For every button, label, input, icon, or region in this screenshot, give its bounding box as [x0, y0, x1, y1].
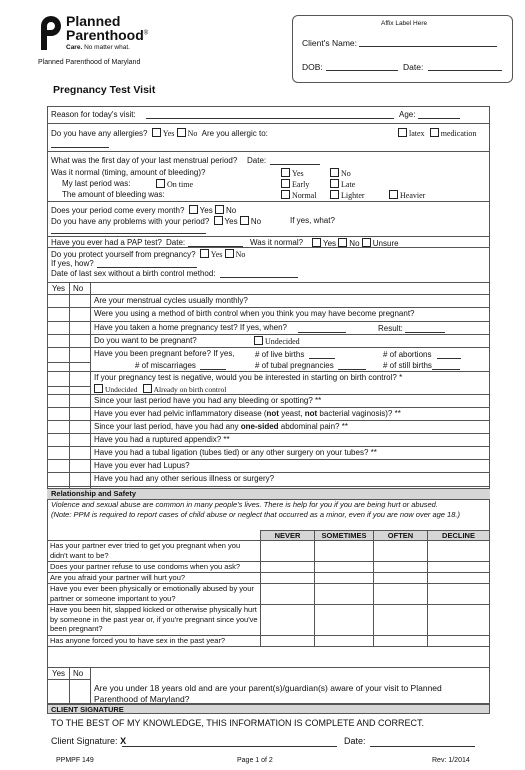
divider [47, 247, 490, 248]
minor-no-divider [90, 667, 91, 703]
signature-x: X [120, 736, 127, 746]
yesno-no-cell[interactable] [70, 447, 90, 458]
yesno-header-yes: Yes [52, 284, 66, 293]
emphasis: not [304, 409, 318, 418]
yesno-yes-cell[interactable] [48, 335, 69, 346]
page-title: Pregnancy Test Visit [53, 84, 156, 96]
answer-cell-never[interactable] [261, 573, 315, 584]
answer-cell-never[interactable] [261, 636, 315, 647]
divider [47, 282, 490, 283]
normal-no [330, 168, 351, 178]
minor-question-line2: Parenthood of Maryland? [94, 694, 190, 704]
logo-registered: ® [143, 30, 149, 37]
live-births-label: # of live births [255, 350, 305, 359]
yesno-row [47, 433, 490, 434]
column-header-never: NEVER [261, 531, 315, 541]
yesno-question: Have you been pregnant before? If yes, [94, 349, 235, 358]
yesno-yes-cell[interactable] [48, 395, 69, 406]
protect-how-field[interactable] [97, 267, 197, 268]
allergies-label: Do you have any allergies? [51, 129, 148, 138]
allergies-question [51, 128, 268, 138]
miscarriages-label: # of miscarriages [135, 361, 196, 370]
every-month-label: Does your period come every month? [51, 206, 185, 215]
relationship-header-row [48, 531, 490, 541]
amount-heavier [389, 190, 425, 200]
pap-no-checkbox[interactable] [338, 238, 347, 247]
divider [47, 201, 490, 202]
lmp-date-field[interactable] [270, 164, 320, 165]
answer-cell-decline[interactable] [428, 541, 490, 562]
relationship-row [48, 562, 490, 573]
yesno-no-cell[interactable] [70, 322, 90, 333]
want-pregnant-undecided-label: Undecided [265, 337, 300, 346]
amount-normal-label: Normal [292, 191, 317, 200]
dob-label: DOB: [302, 62, 323, 72]
miscarriages-field[interactable] [200, 369, 226, 370]
minor-question-line1: Are you under 18 years old and are your parent(s)/guardian(s) aware of your visit to Planned [94, 683, 442, 693]
yesno-row [47, 446, 490, 447]
header-date-field[interactable] [428, 70, 502, 71]
want-pregnant-undecided-checkbox[interactable] [254, 336, 263, 345]
amount-lighter [330, 190, 365, 200]
age-field[interactable] [418, 118, 460, 119]
pap-question: Have you ever had a PAP test? [51, 238, 162, 247]
early [281, 179, 309, 189]
divider [47, 123, 490, 124]
amount-normal-checkbox[interactable] [281, 190, 290, 199]
allergies-yes-label: Yes [162, 129, 175, 138]
early-label: Early [292, 180, 310, 189]
answer-cell-decline[interactable] [428, 573, 490, 584]
yesno-yes-cell[interactable] [48, 372, 69, 383]
affix-label-box [292, 15, 513, 83]
late-checkbox[interactable] [330, 179, 339, 188]
bc-options [94, 384, 226, 394]
protect-how-label: If yes, how? [51, 259, 94, 268]
minor-no-header: No [73, 669, 84, 678]
yesno-yes-cell[interactable] [48, 447, 69, 458]
want-pregnant-undecided [254, 336, 300, 346]
normal-yes-checkbox[interactable] [281, 168, 290, 177]
still-births-label: # of still births [383, 361, 432, 370]
yesno-yes-cell[interactable] [48, 408, 69, 419]
yesno-yes-cell[interactable] [48, 295, 69, 306]
on-time [156, 179, 193, 189]
every-month-question [51, 205, 236, 215]
answer-cell-decline[interactable] [428, 584, 490, 605]
yesno-question: Have you taken a home pregnancy test? If yes, when? [94, 323, 288, 332]
on-time-checkbox[interactable] [156, 179, 165, 188]
tagline-bold: Care. [66, 44, 83, 51]
logo-text-parenthood-word: Parenthood [66, 27, 144, 43]
yesno-yes-cell[interactable] [48, 460, 69, 471]
relationship-heading: Relationship and Safety [51, 489, 137, 498]
relationship-row [48, 573, 490, 584]
logo-text-parenthood [66, 27, 148, 43]
emphasis: one-sided [240, 422, 279, 431]
every-month-yes-label: Yes [199, 206, 213, 215]
problems-label: Do you have any problems with your period? [51, 217, 210, 226]
yesno-header-no: No [73, 284, 84, 293]
yesno-bottom-line [47, 486, 490, 487]
yesno-no-cell[interactable] [70, 372, 90, 383]
normal-yes-label: Yes [292, 169, 304, 178]
answer-cell-never[interactable] [261, 541, 315, 562]
protect-no-label: No [235, 250, 246, 259]
relationship-question: Are you afraid your partner will hurt you? [48, 573, 261, 584]
normal-yes [281, 168, 304, 178]
problems-yes-label: Yes [224, 217, 238, 226]
yesno-yes-cell[interactable] [48, 348, 69, 359]
column-header-decline: DECLINE [428, 531, 490, 541]
lmp-question: What was the first day of your last menstrual period? [51, 156, 238, 165]
relationship-heading-bar [47, 488, 490, 500]
protect-yes-checkbox[interactable] [200, 249, 209, 258]
column-header-often: OFTEN [374, 531, 428, 541]
logo-tagline [66, 44, 130, 51]
normal-no-label: No [341, 169, 351, 178]
answer-cell-sometimes[interactable] [315, 562, 374, 573]
pap-yes-label: Yes [323, 239, 337, 248]
answer-cell-sometimes[interactable] [315, 541, 374, 562]
relationship-table [47, 530, 490, 647]
logo-text-planned: Planned [66, 13, 121, 29]
protect-no-checkbox[interactable] [225, 249, 234, 258]
live-births-field[interactable] [309, 358, 335, 359]
header-date-label: Date: [403, 62, 424, 72]
tubal-field[interactable] [338, 369, 366, 370]
relationship-question: Has your partner ever tried to get you pregnant when you didn't want to be? [48, 541, 261, 562]
yesno-row [47, 459, 490, 460]
yesno-question: Have you had a tubal ligation (tubes tied) or any other surgery on your tubes? ** [94, 448, 377, 457]
problems-yes-checkbox[interactable] [214, 216, 223, 225]
allergies-no-checkbox[interactable] [177, 128, 186, 137]
yesno-question: Have you ever had pelvic inflammatory disease (not yeast, not bacterial vaginosis)? ** [94, 409, 401, 418]
problems-if-yes-label: If yes, what? [290, 216, 335, 225]
abortions-field[interactable] [437, 358, 461, 359]
divider [47, 236, 490, 237]
pap-yes-checkbox[interactable] [312, 238, 321, 247]
yesno-yes-cell[interactable] [48, 322, 69, 333]
tagline-rest: No matter what. [82, 44, 130, 51]
dob-field[interactable] [326, 70, 398, 71]
yesno-row [47, 294, 490, 295]
answer-cell-sometimes[interactable] [315, 584, 374, 605]
footer-form-id: PPMPF 149 [56, 757, 94, 764]
signature-statement: TO THE BEST OF MY KNOWLEDGE, THIS INFORMATION IS COMPLETE AND CORRECT. [51, 718, 425, 728]
answer-cell-sometimes[interactable] [315, 605, 374, 636]
allergic-to-label: Are you allergic to: [201, 129, 268, 138]
minor-no-cell[interactable] [70, 680, 90, 702]
minor-yes-cell[interactable] [48, 680, 69, 702]
every-month-no-checkbox[interactable] [215, 205, 224, 214]
problems-no-label: No [250, 217, 262, 226]
last-period-label: My last period was: [62, 179, 131, 188]
signature-heading-bar [47, 704, 490, 714]
answer-cell-never[interactable] [261, 584, 315, 605]
answer-cell-often[interactable] [374, 636, 428, 647]
relationship-intro-1: Violence and sexual abuse are common in many people's lives. There is help for you if you are being hurt or abused. [51, 500, 438, 509]
yesno-yes-cell[interactable] [48, 473, 69, 484]
pap-unsure-label: Unsure [372, 239, 399, 248]
last-sex-label: Date of last sex without a birth control method: [51, 269, 216, 278]
divider [47, 151, 490, 152]
yesno-row [47, 334, 490, 335]
amount-lighter-label: Lighter [341, 191, 365, 200]
reason-field[interactable] [146, 118, 394, 119]
relationship-row [48, 584, 490, 605]
client-signature-label [51, 736, 126, 746]
amount-heavier-label: Heavier [400, 191, 426, 200]
problems-no-checkbox[interactable] [240, 216, 249, 225]
normal-question: Was it normal (timing, amount of bleeding)? [51, 168, 206, 177]
minor-yes-header: Yes [52, 669, 66, 678]
answer-cell-often[interactable] [374, 573, 428, 584]
medication-label: medication [440, 129, 477, 138]
bc-already-checkbox[interactable] [143, 384, 152, 393]
relationship-question: Have you been hit, slapped kicked or otherwise physically hurt by someone in the past year or, if you're pregnant since you've been pregnant? [48, 605, 261, 636]
problems-question [51, 216, 261, 226]
answer-cell-never[interactable] [261, 605, 315, 636]
on-time-label: On time [167, 180, 193, 189]
yesno-row [47, 407, 490, 408]
every-month-yes-checkbox[interactable] [189, 205, 198, 214]
protect-yes-label: Yes [210, 250, 223, 259]
yesno-no-cell[interactable] [70, 460, 90, 471]
emphasis: not [266, 409, 279, 418]
problems-detail-field[interactable] [51, 233, 206, 234]
yesno-no-cell[interactable] [70, 408, 90, 419]
yesno-subrow-divider [47, 362, 90, 363]
yesno-yes-cell[interactable] [48, 308, 69, 319]
yesno-question: Since your last period have you had any bleeding or spotting? ** [94, 396, 322, 405]
pap-normal-label: Was it normal? [250, 238, 304, 247]
amount-lighter-checkbox[interactable] [330, 190, 339, 199]
bc-already-label: Already on birth control [153, 385, 227, 394]
relationship-row [48, 636, 490, 647]
answer-cell-often[interactable] [374, 605, 428, 636]
medication-checkbox[interactable] [430, 128, 439, 137]
answer-cell-never[interactable] [261, 562, 315, 573]
yesno-question: If your pregnancy test is negative, would you be interested in starting on birth control? * [94, 373, 403, 382]
relationship-question: Does your partner refuse to use condoms when you ask? [48, 562, 261, 573]
yesno-row [47, 472, 490, 473]
answer-cell-decline[interactable] [428, 562, 490, 573]
clients-name-field[interactable] [359, 46, 497, 47]
every-month-no-label: No [225, 206, 237, 215]
protect-question [51, 249, 245, 259]
amount-label: The amount of bleeding was: [62, 190, 165, 199]
yesno-row [47, 420, 490, 421]
relationship-row [48, 605, 490, 636]
yesno-row [47, 394, 490, 395]
abortions-label: # of abortions [383, 350, 432, 359]
org-name: Planned Parenthood of Maryland [38, 59, 141, 66]
clients-name-label: Client's Name: [302, 38, 358, 48]
pap-unsure-checkbox[interactable] [362, 238, 371, 247]
answer-cell-often[interactable] [374, 562, 428, 573]
yesno-subrow-divider [47, 386, 90, 387]
affix-label-text: Affix Label Here [381, 20, 428, 27]
yesno-no-cell[interactable] [70, 295, 90, 306]
home-test-result-label: Result: [378, 324, 403, 333]
yesno-question: Are your menstrual cycles usually monthly? [94, 296, 248, 305]
bc-undecided-checkbox[interactable] [94, 384, 103, 393]
late-label: Late [341, 180, 356, 189]
client-signature-text: Client Signature: [51, 736, 118, 746]
allergies-no-label: No [187, 129, 198, 138]
relationship-row [48, 541, 490, 562]
yesno-yes-cell[interactable] [48, 421, 69, 432]
yesno-no-cell[interactable] [70, 473, 90, 484]
yesno-no-cell[interactable] [70, 434, 90, 445]
home-test-result-field[interactable] [405, 332, 445, 333]
allergies-yes-checkbox[interactable] [152, 128, 161, 137]
amount-normal [281, 190, 316, 200]
no-column-divider [90, 282, 91, 488]
relationship-question: Has anyone forced you to have sex in the past year? [48, 636, 261, 647]
relationship-body [48, 541, 490, 647]
allergies-detail-field[interactable] [51, 147, 109, 148]
yesno-row [47, 347, 490, 348]
yesno-no-cell[interactable] [70, 421, 90, 432]
footer-page: Page 1 of 2 [237, 757, 273, 764]
answer-cell-decline[interactable] [428, 636, 490, 647]
answer-cell-often[interactable] [374, 541, 428, 562]
answer-cell-decline[interactable] [428, 605, 490, 636]
relationship-question: Have you ever been physically or emotionally abused by your partner or someone important to you? [48, 584, 261, 605]
signature-date-field[interactable] [370, 746, 475, 747]
yesno-question: Were you using a method of birth control when you think you may have become pregnant? [94, 309, 415, 318]
yesno-question: Have you had any other serious illness or surgery? [94, 474, 275, 483]
protect-label: Do you protect yourself from pregnancy? [51, 250, 196, 259]
pap-date-label: Date: [166, 238, 186, 247]
planned-parenthood-logo-icon [38, 14, 62, 50]
last-sex-field[interactable] [220, 277, 298, 278]
answer-cell-often[interactable] [374, 584, 428, 605]
late [330, 179, 355, 189]
answer-cell-sometimes[interactable] [315, 636, 374, 647]
bc-undecided-label: Undecided [105, 385, 138, 394]
still-births-field[interactable] [432, 369, 460, 370]
yesno-no-cell[interactable] [70, 395, 90, 406]
age-label: Age: [399, 110, 416, 119]
signature-heading: CLIENT SIGNATURE [51, 705, 124, 714]
yesno-row [47, 321, 490, 322]
tubal-label: # of tubal pregnancies [255, 361, 334, 370]
yesno-no-cell[interactable] [70, 335, 90, 346]
yesno-no-cell[interactable] [70, 348, 90, 359]
signature-date-label: Date: [344, 736, 366, 746]
relationship-question-header [48, 531, 261, 541]
latex-checkbox[interactable] [398, 128, 407, 137]
yesno-question: Have you ever had Lupus? [94, 461, 190, 470]
amount-heavier-checkbox[interactable] [389, 190, 398, 199]
reason-label: Reason for today's visit: [51, 110, 136, 119]
client-signature-field[interactable] [122, 746, 337, 747]
yesno-question: Since your last period, have you had any one-sided abdominal pain? ** [94, 422, 348, 431]
yesno-yes-cell[interactable] [48, 434, 69, 445]
home-test-when-field[interactable] [298, 332, 346, 333]
early-checkbox[interactable] [281, 179, 290, 188]
yesno-question: Have you had a ruptured appendix? ** [94, 435, 230, 444]
relationship-intro-2: (Note: PPM is required to report cases of child abuse or neglect that occurred as a minor, even if you are now over age 18.) [51, 510, 460, 519]
latex-label: latex [409, 129, 425, 138]
lmp-date-label: Date: [247, 156, 267, 165]
normal-no-checkbox[interactable] [330, 168, 339, 177]
yesno-question: Do you want to be pregnant? [94, 336, 197, 345]
answer-cell-sometimes[interactable] [315, 573, 374, 584]
yesno-row [47, 371, 490, 372]
yesno-row [47, 307, 490, 308]
column-header-sometimes: SOMETIMES [315, 531, 374, 541]
footer-rev: Rev: 1/2014 [432, 757, 470, 764]
allergic-options [398, 128, 476, 138]
yesno-no-cell[interactable] [70, 308, 90, 319]
pap-no-label: No [349, 239, 360, 248]
